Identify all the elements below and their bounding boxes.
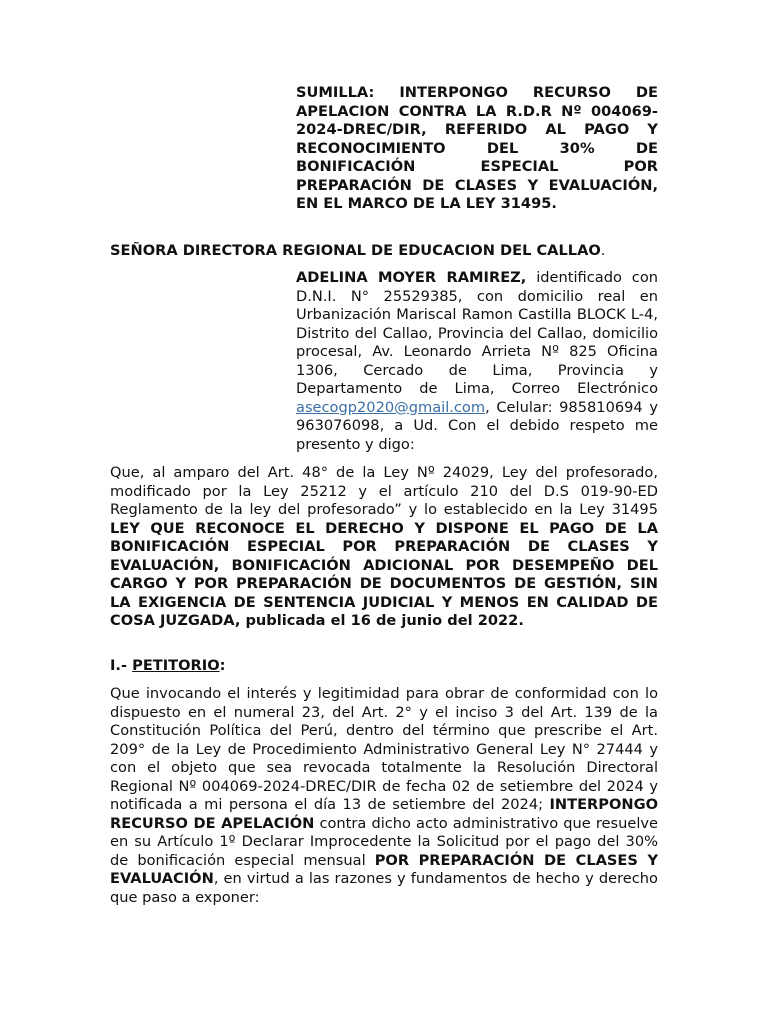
petitorio-text-3: , en virtud a las razones y fundamentos de hecho y derecho que paso a exponer: [110,870,658,906]
petitorio-text-1: Que invocando el interés y legitimidad para obrar de conformidad con lo dispuesto en el numeral 23, del Art. 2° y el inciso 3 del Art. 139 de la Constitución Política del Perú, dentro del término que prescribe el Art. 209° de la Ley de Procedimiento Administrativo General Ley N° 27444 y con el objeto que sea revocada totalmente la Resolución Directoral Regional Nº 004069-2024-DREC/DIR de fecha 02 de setiembre del 2024 y notificada a mi persona el día 13 de setiembre del 2024; [110,685,658,813]
petitorio-appeal-statement: INTERPONGO RECURSO DE APELACIÓN [110,796,658,832]
section-title: PETITORIO [132,657,220,674]
applicant-details: identificado con D.N.I. N° 25529385, con domicilio real en Urbanización Mariscal Ramon Castilla BLOCK L-4, Distrito del Callao, Provincia del Callao, domicilio procesal, Av. Leonardo Arrieta Nº 825 Oficina 1306, Cercado de Lima, Provincia y Departamento de Lima, Correo Electrónico [296,269,658,397]
intro-law-title: LEY QUE RECONOCE EL DERECHO Y DISPONE EL PAGO DE LA BONIFICACIÓN ESPECIAL POR PREPARACIÓN DE CLASES Y EVALUACIÓN, BONIFICACIÓN ADICIONAL POR DESEMPEÑO DEL CARGO Y POR PREPARACIÓN DE DOCUMENTOS DE GESTIÓN, SIN LA EXIGENCIA DE SENTENCIA JUDICIAL Y MENOS EN CALIDAD DE COSA JUZGADA, publicada el 16 de junio del 2022. [110,519,658,629]
addressee-title: SEÑORA DIRECTORA REGIONAL DE EDUCACION DEL CALLAO [110,242,601,259]
intro-legal-basis: Que, al amparo del Art. 48° de la Ley Nº 24029, Ley del profesorado, modificado por la Ley 25212 y el artículo 210 del D.S 019-90-ED Reglamento de la ley del profesorado” y lo establecido en la Ley 31495 [110,464,658,518]
applicant-name: ADELINA MOYER RAMIREZ, [296,269,527,286]
addressee-period: . [600,242,606,259]
email-link[interactable]: asecogp2020@gmail.com [296,398,486,416]
section-heading-petitorio [110,657,225,676]
addressee-line [110,242,670,261]
section-number: I.- [110,657,133,674]
petitorio-bonus-type: POR PREPARACIÓN DE CLASES Y EVALUACIÓN [110,851,659,887]
petitorio-paragraph [110,685,658,907]
sumilla-block: SUMILLA: INTERPONGO RECURSO DE APELACION CONTRA LA R.D.R Nº 004069-2024-DREC/DIR, REFERIDO AL PAGO Y RECONOCIMIENTO DEL 30% DE BONIFICACIÓN ESPECIAL POR PREPARACIÓN DE CLASES Y EVALUACIÓN, EN EL MARCO DE LA LEY 31495. [296,84,658,212]
petitorio-text-2: contra dicho acto administrativo que resuelve en su Artículo 1º Declarar Improcedente la Solicitud por el pago del 30% de bonificación especial mensual [110,814,658,869]
applicant-block [296,269,658,454]
applicant-contact: , Celular: 985810694 y 963076098, a Ud. Con el debido respeto me presento y digo: [296,398,658,453]
section-colon: : [219,657,226,674]
intro-paragraph [110,464,658,631]
